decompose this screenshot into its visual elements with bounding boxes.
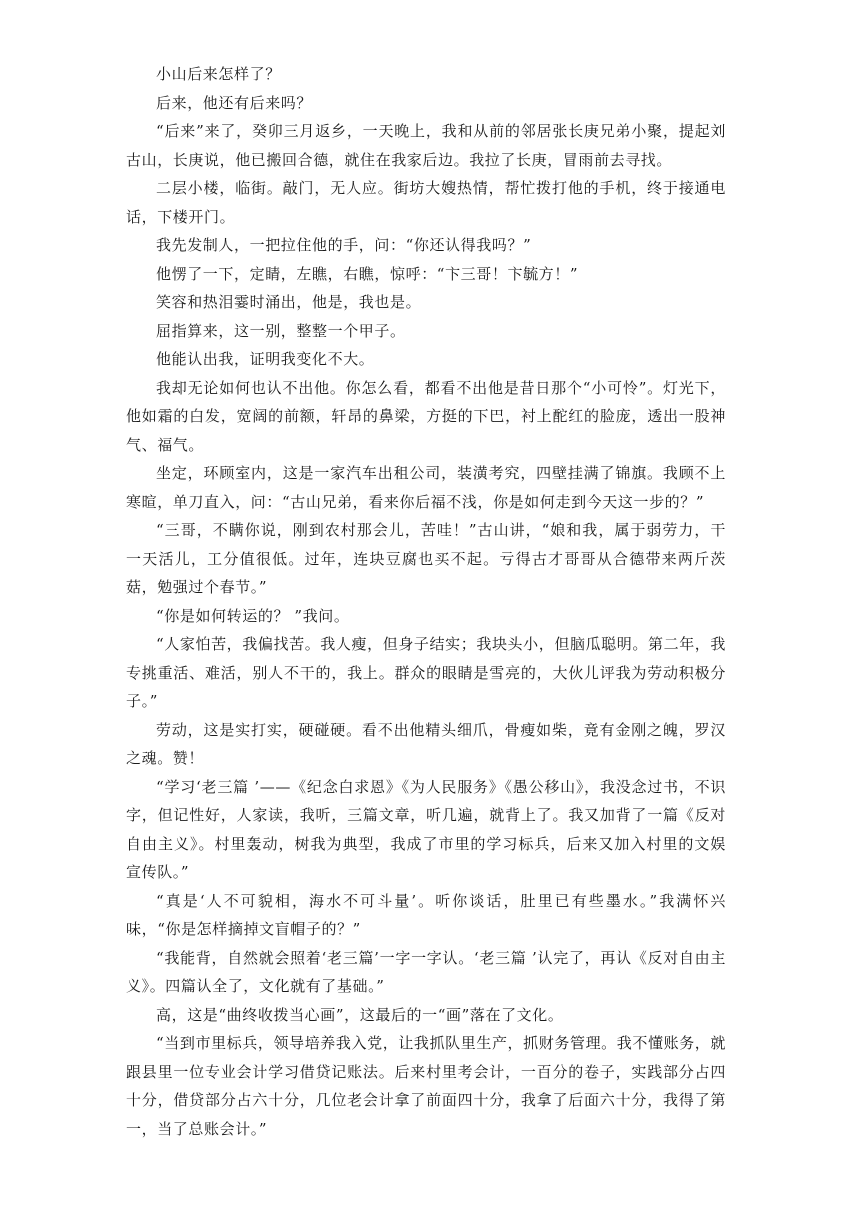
paragraph: “你是如何转运的？ ”我问。 [156, 606, 350, 625]
paragraph: 笑容和热泪霎时涌出，他是，我也是。 [156, 293, 422, 311]
paragraph: 劳动，这是实打实，硬碰硬。看不出他精头细爪，骨瘦如柴，竟有金刚之魄，罗汉之魂。赞！ [126, 720, 726, 767]
paragraph: 小山后来怎样了？ [156, 65, 281, 83]
paragraph: 我却无论如何也认不出他。你怎么看，都看不出他是昔日那个“小可怜”。灯光下，他如霜的白发，宽阔的前额，轩昂的鼻梁，方挺的下巴，衬上酡红的脸庞，透出一股神气、福气。 [126, 378, 726, 454]
paragraph: “人家怕苦，我偏找苦。我人瘦，但身子结实；我块头小，但脑瓜聪明。第二年，我专挑重活、难活，别人不干的，我上。群众的眼睛是雪亮的，大伙儿评我为劳动积极分子。” [126, 635, 726, 710]
paragraph: “我能背，自然就会照着‘老三篇’一字一字认。‘老三篇 ’认完了，再认《反对自由主义》。四篇认全了，文化就有了基础。” [126, 948, 726, 995]
article-body [126, 60, 726, 1143]
paragraph: “学习‘老三篇 ’——《纪念白求恩》《为人民服务》《愚公移山》，我没念过书，不识字，但记性好，人家读，我听，三篇文章，听几遍，就背上了。我又加背了一篇《反对自由主义》。村里轰动，树我为典型，我成了市里的学习标兵，后来又加入村里的文娱宣传队。” [126, 777, 726, 881]
paragraph: 他能认出我，证明我变化不大。 [156, 350, 375, 368]
paragraph: “后来”来了，癸卯三月返乡，一天晚上，我和从前的邻居张长庚兄弟小聚，提起刘古山，长庚说，他已搬回合德，就住在我家后边。我拉了长庚，冒雨前去寻找。 [126, 122, 726, 169]
paragraph: 高，这是“曲终收拨当心画”，这最后的一“画”落在了文化。 [156, 1005, 564, 1024]
paragraph: 二层小楼，临街。敲门，无人应。街坊大嫂热情，帮忙拨打他的手机，终于接通电话，下楼开门。 [126, 179, 726, 226]
paragraph: 屈指算来，这一别，整整一个甲子。 [156, 321, 406, 340]
paragraph: 坐定，环顾室内，这是一家汽车出租公司，装潢考究，四壁挂满了锦旗。我顾不上寒暄，单刀直入，问：“古山兄弟，看来你后福不浅，你是如何走到今天这一步的？” [126, 464, 726, 511]
paragraph: “三哥，不瞒你说，刚到农村那会儿，苦哇！”古山讲，“娘和我，属于弱劳力，干一天活儿，工分值很低。过年，连块豆腐也买不起。亏得古才哥哥从合德带来两斤茨菇，勉强过个春节。” [126, 521, 726, 596]
paragraph: 后来，他还有后来吗？ [156, 93, 313, 112]
paragraph: “真是‘人不可貌相，海水不可斗量’。听你谈话，肚里已有些墨水。”我满怀兴味，“你是怎样摘掉文盲帽子的？” [126, 891, 726, 938]
paragraph: “当到市里标兵，领导培养我入党，让我抓队里生产，抓财务管理。我不懂账务，就跟县里一位专业会计学习借贷记账法。后来村里考会计，一百分的卷子，实践部分占四十分，借贷部分占六十分，几位老会计拿了前面四十分，我拿了后面六十分，我得了第一，当了总账会计。” [126, 1034, 726, 1138]
paragraph: 他愣了一下，定睛，左瞧，右瞧，惊呼：“卞三哥！卞毓方！” [156, 264, 579, 283]
paragraph: 我先发制人，一把拉住他的手，问：“你还认得我吗？” [156, 236, 532, 254]
